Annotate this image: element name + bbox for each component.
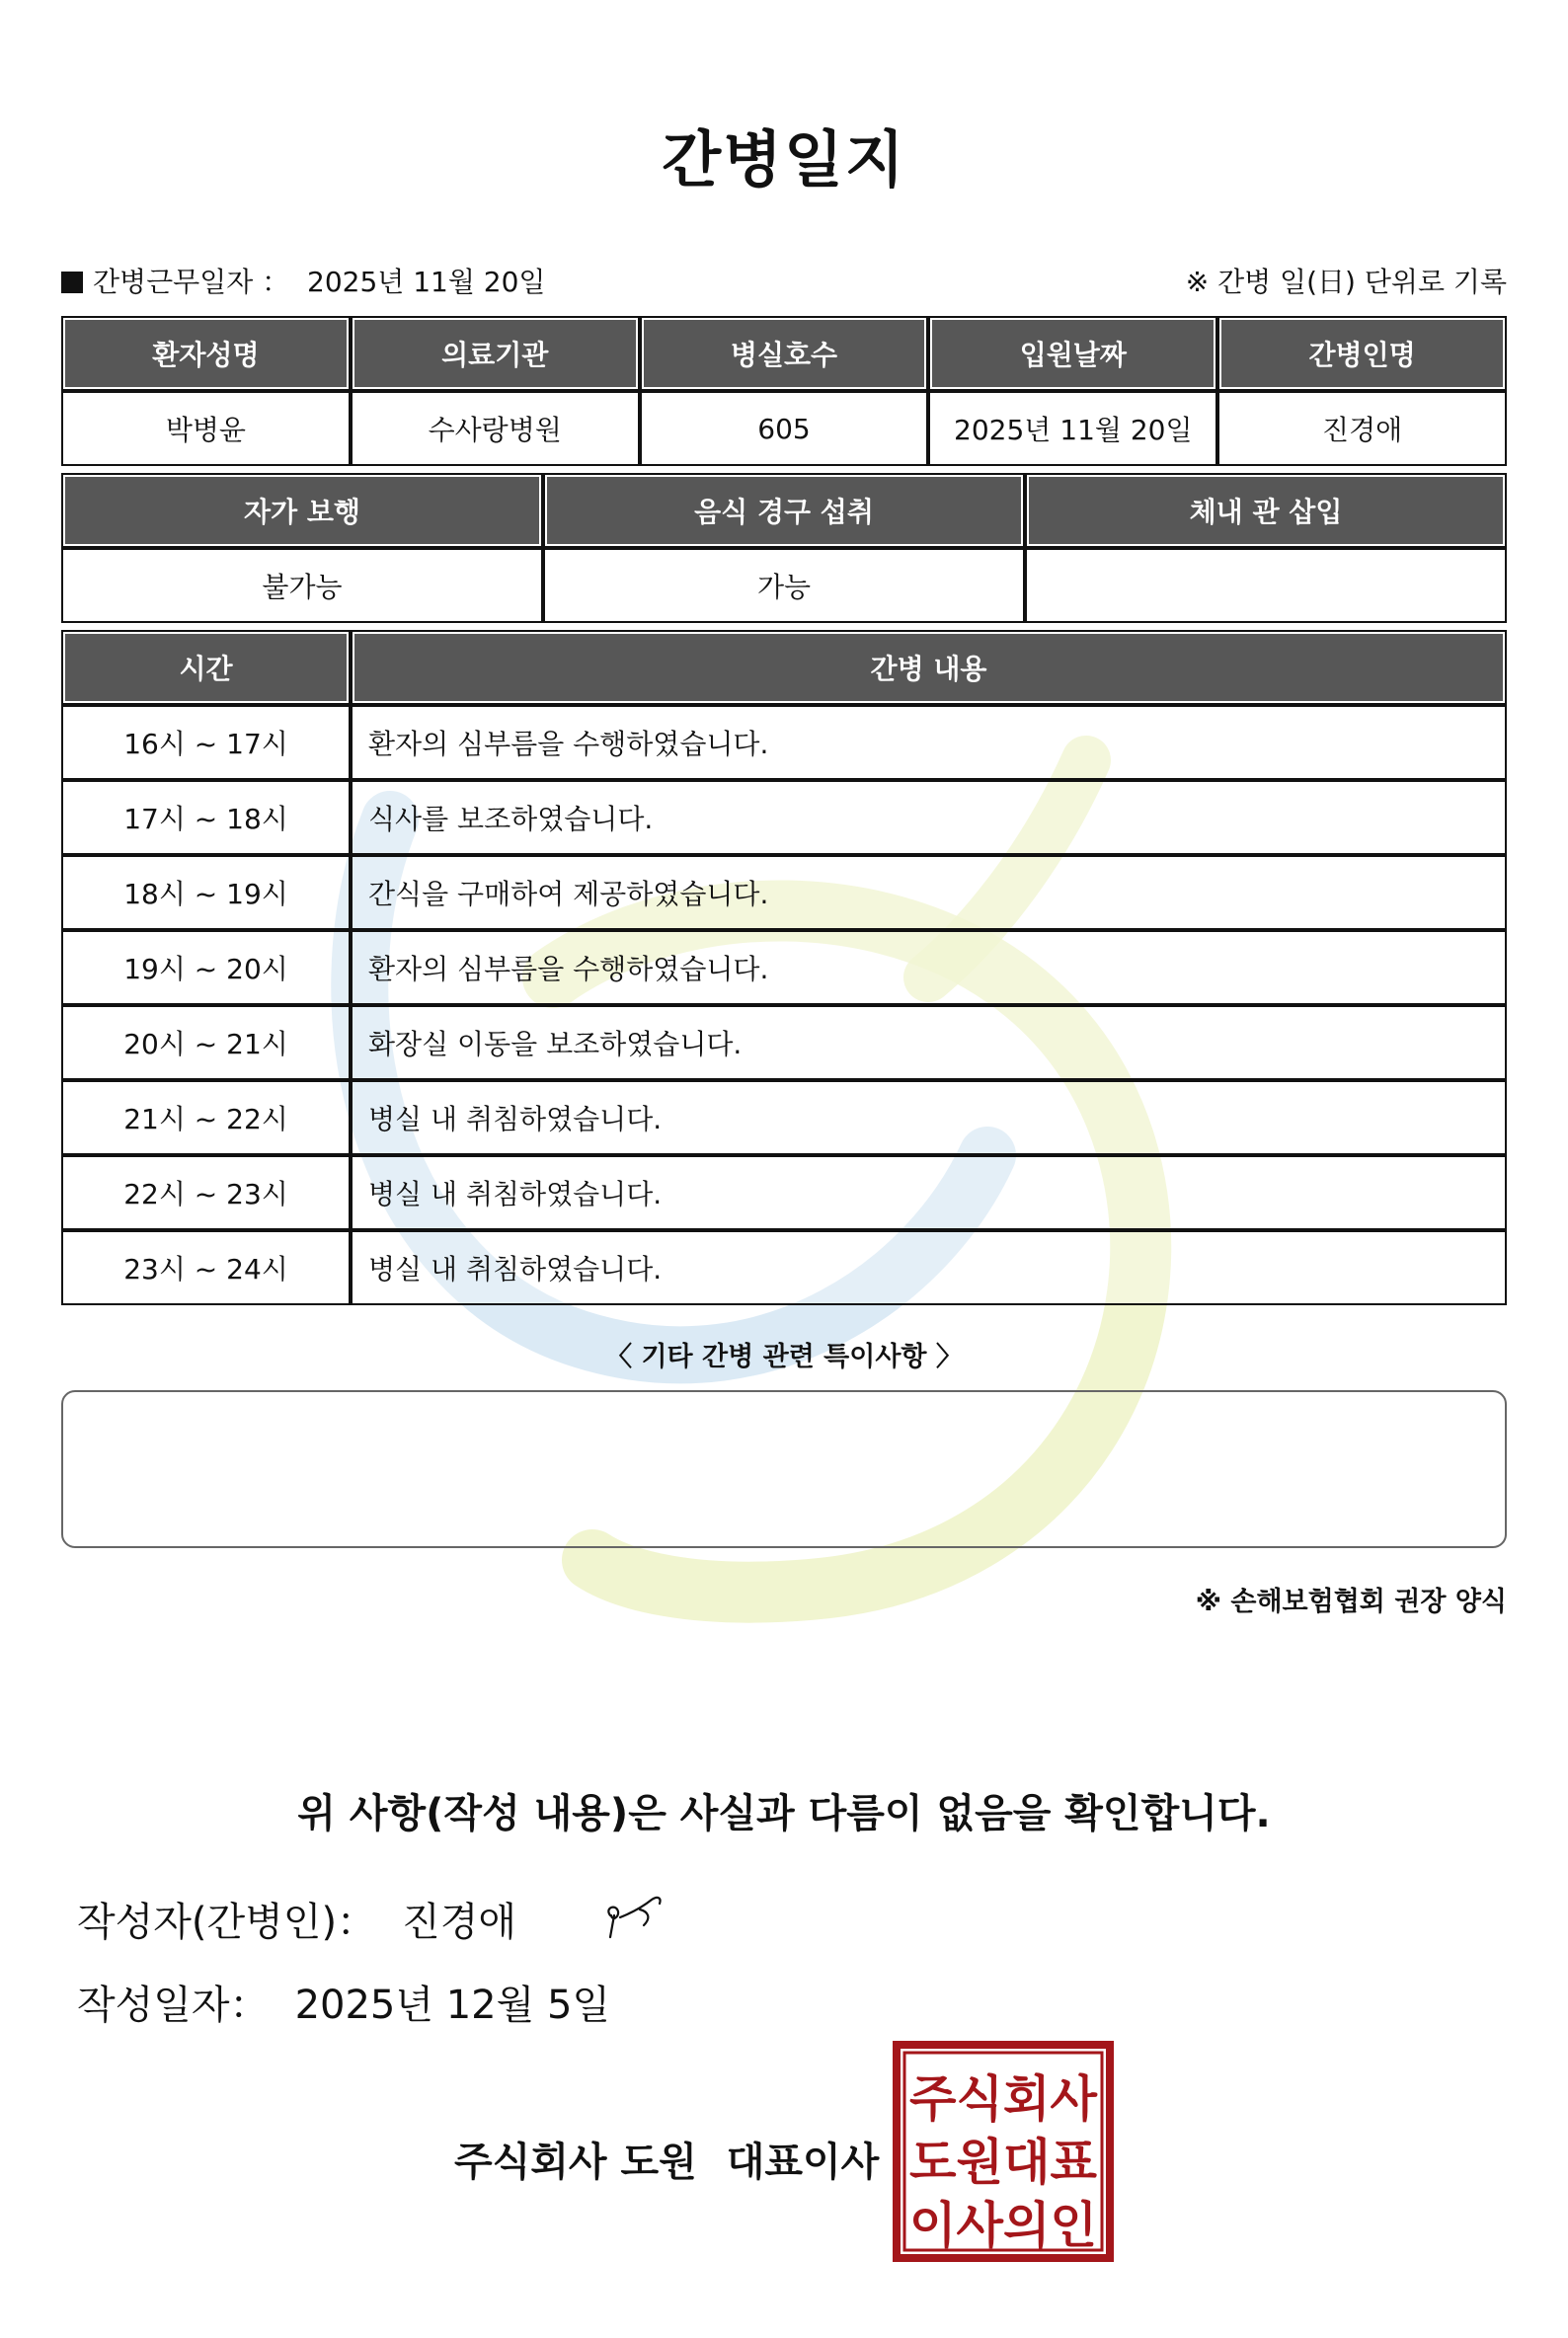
work-date-label: 간병근무일자 ： (93, 266, 290, 298)
caregiver-name: 진경애 (1217, 391, 1507, 466)
writer-name: 진경애 (402, 1900, 516, 1945)
representative-title: 대표이사 (726, 2140, 880, 2185)
company-name: 주식회사 도원 (454, 2140, 697, 2185)
header-patient-name: 환자성명 (61, 316, 351, 391)
care-log-table (61, 630, 1507, 1305)
patient-status-table (61, 473, 1507, 623)
table-row (61, 855, 1507, 930)
oral-intake-value: 가능 (543, 548, 1025, 623)
log-content: 병실 내 취침하였습니다. (351, 1080, 1507, 1155)
log-content: 화장실 이동을 보조하였습니다. (351, 1005, 1507, 1080)
seal-text-line: 도원대표 (909, 2134, 1098, 2191)
log-time: 23시 ~ 24시 (61, 1230, 351, 1305)
table-row (61, 930, 1507, 1005)
header-hospital: 의료기관 (351, 316, 640, 391)
log-content: 식사를 보조하였습니다. (351, 780, 1507, 855)
log-time: 16시 ~ 17시 (61, 705, 351, 780)
log-time: 20시 ~ 21시 (61, 1005, 351, 1080)
table-row (61, 1155, 1507, 1230)
form-note: ※ 손해보험협회 권장 양식 (1195, 1587, 1507, 1617)
table-row (61, 1230, 1507, 1305)
written-date-label: 작성일자： (77, 1983, 270, 2028)
written-date: 2025년 12월 5일 (294, 1983, 611, 2028)
admission-date: 2025년 11월 20일 (928, 391, 1217, 466)
patient-header-row (61, 316, 1507, 391)
square-bullet-icon (61, 272, 83, 293)
log-time: 19시 ~ 20시 (61, 930, 351, 1005)
work-date-value: 2025년 11월 20일 (307, 266, 546, 298)
self-walking-value: 불가능 (61, 548, 543, 623)
status-header-row (61, 473, 1507, 548)
written-date-line (77, 1974, 610, 2030)
company-seal-stamp (893, 2041, 1114, 2262)
table-row (61, 780, 1507, 855)
room-number: 605 (640, 391, 929, 466)
seal-text-line: 주식회사 (909, 2070, 1098, 2128)
table-row (61, 1005, 1507, 1080)
header-self-walking: 자가 보행 (61, 473, 543, 548)
log-time: 21시 ~ 22시 (61, 1080, 351, 1155)
log-time: 17시 ~ 18시 (61, 780, 351, 855)
hospital-name: 수사랑병원 (351, 391, 640, 466)
special-notes-title: 〈 기타 간병 관련 특이사항 〉 (605, 1342, 963, 1372)
special-notes-box (61, 1390, 1507, 1548)
log-time: 22시 ~ 23시 (61, 1155, 351, 1230)
table-row (61, 705, 1507, 780)
table-row (61, 1080, 1507, 1155)
header-time: 시간 (61, 630, 351, 705)
header-care-content: 간병 내용 (351, 630, 1507, 705)
info-row (61, 261, 1507, 300)
log-content: 병실 내 취침하였습니다. (351, 1230, 1507, 1305)
document-title: 간병일지 (662, 123, 906, 195)
header-oral-intake: 음식 경구 섭취 (543, 473, 1025, 548)
log-header-row (61, 630, 1507, 705)
company-line (454, 2131, 879, 2187)
log-content: 환자의 심부름을 수행하였습니다. (351, 705, 1507, 780)
confirmation-statement: 위 사항(작성 내용)은 사실과 다름이 없음을 확인합니다. (297, 1791, 1271, 1836)
seal-text-line: 이사의인 (909, 2197, 1097, 2254)
writer-label: 작성자(간병인)： (77, 1900, 377, 1945)
header-tube-insertion: 체내 관 삽입 (1025, 473, 1507, 548)
status-value-row (61, 548, 1507, 623)
header-room-number: 병실호수 (640, 316, 929, 391)
patient-name: 박병윤 (61, 391, 351, 466)
unit-note: ※ 간병 일(日) 단위로 기록 (1185, 266, 1507, 298)
log-content: 환자의 심부름을 수행하였습니다. (351, 930, 1507, 1005)
log-content: 병실 내 취침하였습니다. (351, 1155, 1507, 1230)
patient-value-row (61, 391, 1507, 466)
tube-insertion-value (1025, 548, 1507, 623)
log-content: 간식을 구매하여 제공하였습니다. (351, 855, 1507, 930)
writer-line (77, 1891, 516, 1947)
log-time: 18시 ~ 19시 (61, 855, 351, 930)
work-date-line (61, 261, 545, 300)
handwritten-signature (600, 1886, 669, 1941)
header-caregiver-name: 간병인명 (1217, 316, 1507, 391)
header-admission-date: 입원날짜 (928, 316, 1217, 391)
patient-info-table (61, 316, 1507, 466)
